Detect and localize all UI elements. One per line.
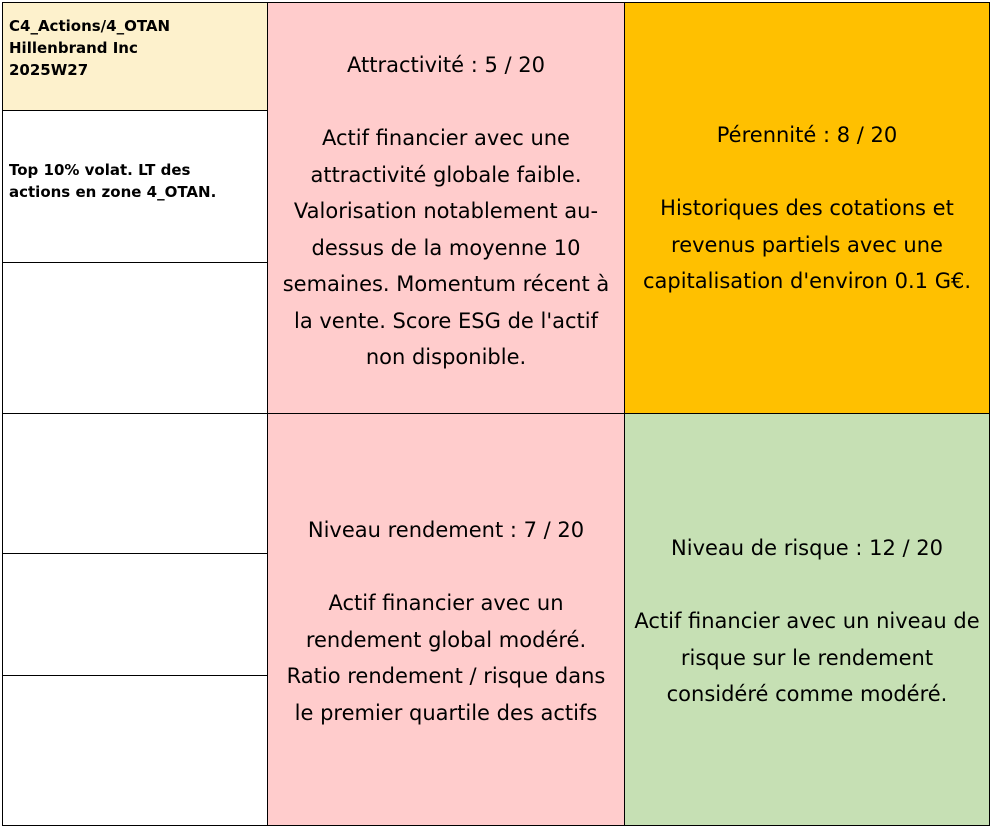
attractivite-line-2: attractivité globale faible. xyxy=(310,162,582,187)
empty-cell-1 xyxy=(2,262,268,414)
empty-cell-2 xyxy=(2,413,268,554)
attractivite-line-7: non disponible. xyxy=(365,345,527,369)
asset-info-cell xyxy=(2,2,268,111)
risque-line-3: considéré comme modéré. xyxy=(666,682,948,706)
perennite-card xyxy=(624,2,990,414)
asset-week: 2025W27 xyxy=(9,61,89,79)
perennite-title: Pérennité : 8 / 20 xyxy=(716,123,898,147)
attractivite-card xyxy=(267,2,625,414)
rendement-card xyxy=(267,413,625,826)
attractivite-line-6: la vente. Score ESG de l'actif xyxy=(294,308,598,333)
asset-category: C4_Actions/4_OTAN xyxy=(9,17,171,35)
perennite-line-2: revenus partiels avec une xyxy=(671,232,943,257)
perennite-line-1: Historiques des cotations et xyxy=(660,196,954,220)
rendement-line-4: le premier quartile des actifs xyxy=(294,700,598,725)
risque-card xyxy=(624,413,990,826)
rendement-line-1: Actif financier avec un xyxy=(328,591,564,615)
rendement-line-3: Ratio rendement / risque dans xyxy=(286,664,606,688)
volatility-note-line-2: actions en zone 4_OTAN. xyxy=(9,182,217,201)
attractivite-line-1: Actif financier avec une xyxy=(322,126,570,150)
attractivite-line-3: Valorisation notablement au- xyxy=(293,199,599,223)
risque-line-1: Actif financier avec un niveau de xyxy=(634,609,980,633)
volatility-note-line-1: Top 10% volat. LT des xyxy=(9,160,191,179)
volatility-note-cell xyxy=(2,110,268,263)
rendement-title: Niveau rendement : 7 / 20 xyxy=(307,518,585,542)
attractivite-line-5: semaines. Momentum récent à xyxy=(282,272,610,296)
risque-line-2: risque sur le rendement xyxy=(680,645,934,670)
empty-cell-4 xyxy=(2,675,268,826)
perennite-line-3: capitalisation d'environ 0.1 G€. xyxy=(642,269,972,293)
attractivite-line-4: dessus de la moyenne 10 xyxy=(311,235,581,260)
attractivite-title: Attractivité : 5 / 20 xyxy=(347,53,545,77)
empty-cell-3 xyxy=(2,553,268,676)
risque-title: Niveau de risque : 12 / 20 xyxy=(671,536,943,560)
asset-name: Hillenbrand Inc xyxy=(9,39,138,57)
rendement-line-2: rendement global modéré. xyxy=(305,627,587,652)
